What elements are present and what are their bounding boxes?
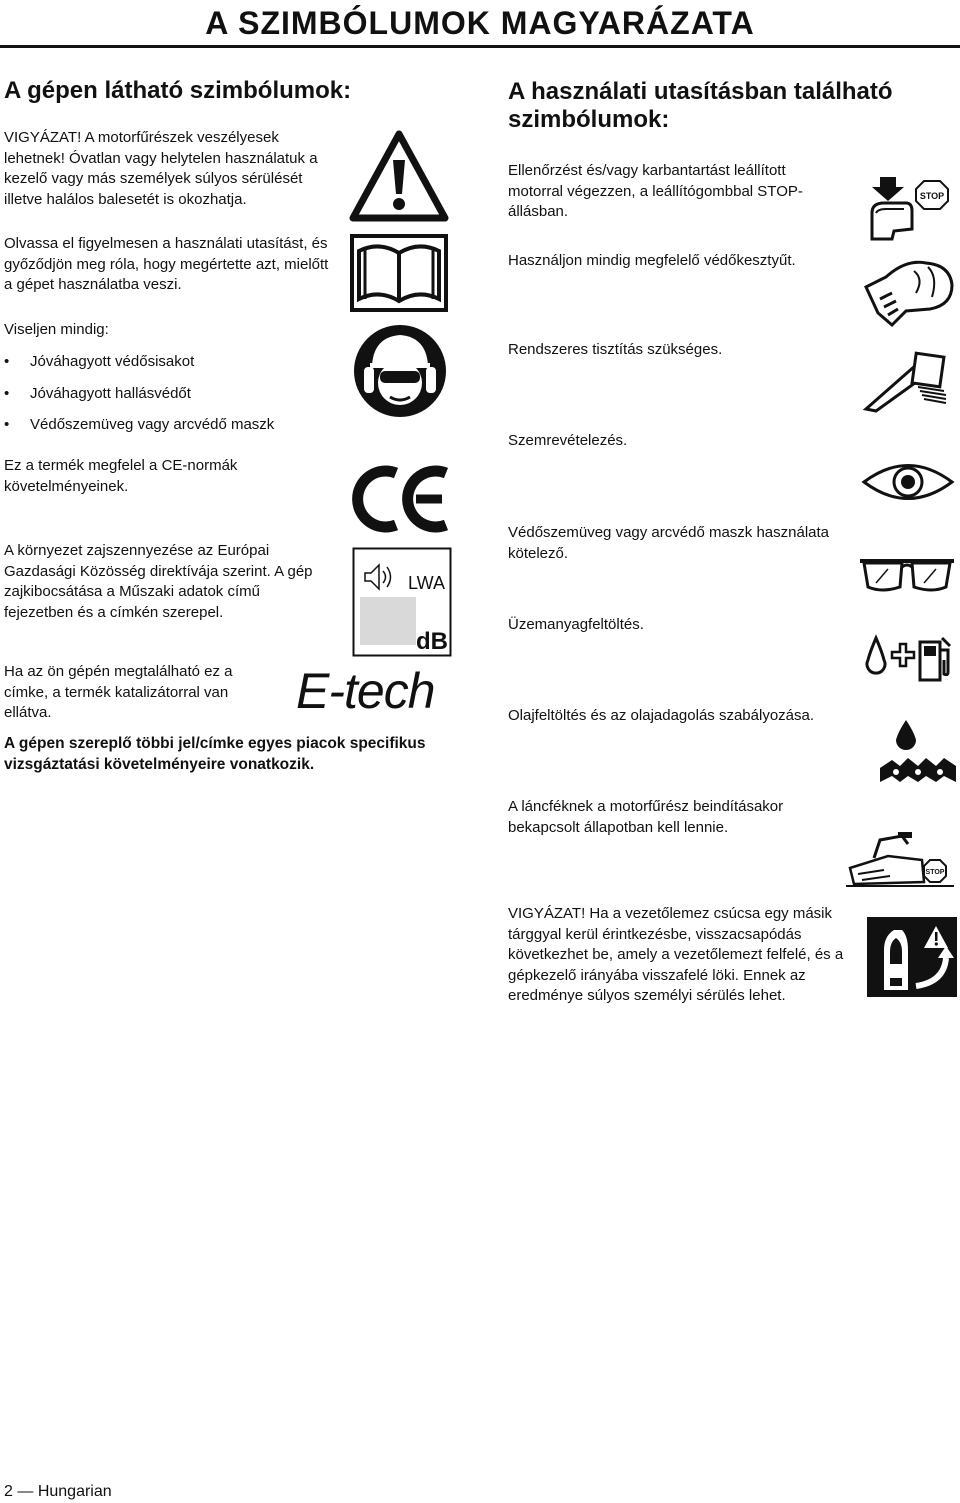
eye-inspection-icon <box>860 455 956 509</box>
ce-mark-icon <box>352 463 450 535</box>
cleaning-brush-icon <box>862 347 956 413</box>
warning-text: VIGYÁZAT! A motorfűrészek veszélyesek lehetnek! Óvatlan vagy helytelen használatuk a kezelő vagy más személyek súlyos sérülését illetve halálos balesetét is okozhatja. <box>4 129 318 208</box>
fuel-text: Üzemanyagfeltöltés. <box>508 616 644 633</box>
stop-label: STOP <box>919 191 945 201</box>
kickback-warning-icon <box>866 916 958 998</box>
oil-text: Olajfeltöltés és az olajadagolás szabályozása. <box>508 707 815 724</box>
list-item: • Jóváhagyott védősisakot <box>6 352 170 372</box>
wear-intro: Viseljen mindig: <box>4 321 109 338</box>
list-item: • Védőszemüveg vagy arcvédő maszk <box>6 415 250 435</box>
lwa-label: LWA <box>408 573 446 593</box>
cleaning-text: Rendszeres tisztítás szükséges. <box>508 341 723 358</box>
left-heading: A gépen látható szimbólumok: <box>4 77 352 104</box>
warning-triangle-icon <box>349 128 449 224</box>
stop-switch-icon <box>864 173 956 243</box>
list-item: • Jóváhagyott hallásvédőt <box>6 384 167 404</box>
manual-text: Olvassa el figyelmesen a használati utasítást, és győződjön meg róla, hogy megértette azt, mielőtt a gépet használatba veszi. <box>4 235 329 293</box>
gloves-text: Használjon mindig megfelelő védőkesztyűt. <box>508 252 796 269</box>
stop-label-small: STOP <box>925 869 945 876</box>
manual-book-icon <box>349 233 449 313</box>
protective-gear-icon <box>352 323 448 419</box>
etech-text: Ha az ön gépén megtalálható ez a címke, a termék katalizátorral van ellátva. <box>4 663 233 721</box>
kickback-text: VIGYÁZAT! Ha a vezetőlemez csúcsa egy másik tárggyal kerül érintkezésbe, visszacsapódás következhet be, amely a vezetőlemezt felfelé, és a gépkezelő irányába visszafelé löki. Ennek az eredménye súlyos személyi sérülés lehet. <box>508 905 844 1004</box>
etech-logo: E-tech <box>296 663 435 719</box>
noise-text: A környezet zajszennyezése az Európai Gazdasági Közösség direktívája szerint. A gép zajkibocsátása a Műszaki adatok című fejezetben és a címkén szerepel. <box>4 542 313 621</box>
page-number: 2 <box>4 1483 13 1500</box>
chain-brake-start-icon <box>844 826 956 892</box>
inspection-text: Szemrevételezés. <box>508 432 628 449</box>
fuel-pump-icon <box>862 632 956 684</box>
noise-label-icon <box>352 547 452 657</box>
db-label: dB <box>416 628 448 655</box>
eye-protection-text: Védőszemüveg vagy arcvédő maszk használata kötelező. <box>508 524 830 562</box>
right-heading: A használati utasításban található szimbólumok: <box>508 78 893 133</box>
stop-text: Ellenőrzést és/vagy karbantartást leállított motorral végezzen, a leállítógombbal STOP-állásban. <box>508 162 803 220</box>
header-rule <box>0 45 960 48</box>
markets-text: A gépen szereplő többi jel/címke egyes piacok specifikus vizsgáztatási követelményeire vonatkozik. <box>4 735 426 773</box>
footer-dash: — <box>17 1483 34 1500</box>
oil-chain-icon <box>878 716 958 786</box>
safety-glasses-icon <box>858 553 956 595</box>
ce-text: Ez a termék megfelel a CE-normák követelményeinek. <box>4 457 238 495</box>
page-title: A SZIMBÓLUMOK MAGYARÁZATA <box>205 5 755 41</box>
chainbrake-text: A láncféknek a motorfűrész beindításakor bekapcsolt állapotban kell lennie. <box>508 798 784 836</box>
gloves-icon <box>862 253 956 333</box>
footer-language: Hungarian <box>37 1483 112 1500</box>
page-footer <box>4 1483 112 1501</box>
